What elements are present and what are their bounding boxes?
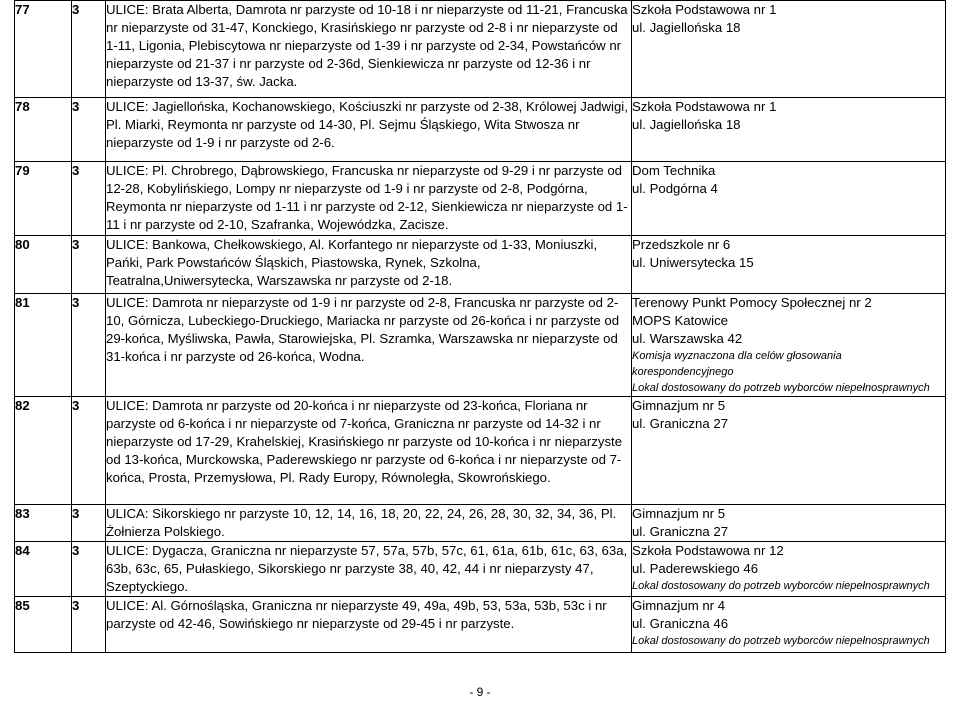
member-count: 3: [72, 597, 106, 653]
district-number: 84: [15, 542, 72, 597]
location-name: Gimnazjum nr 5: [632, 398, 726, 413]
street-list: [106, 505, 632, 542]
location-note: Lokal dostosowany do potrzeb wyborców niepełnosprawnych: [632, 635, 930, 647]
location-line: ul. Uniwersytecka 15: [632, 255, 754, 270]
street-list: [106, 98, 632, 162]
district-number: 79: [15, 162, 72, 236]
district-number: 81: [15, 294, 72, 397]
district-row-83: [15, 505, 946, 542]
district-table: [14, 0, 946, 653]
street-list-text: ULICE: Al. Górnośląska, Graniczna nr nieparzyste 49, 49a, 49b, 53, 53a, 53b, 53c i nr parzyste od 42-46, Sowińskiego nr nieparzyste od 29-45 i nr parzyste.: [106, 598, 607, 631]
polling-location: [632, 397, 946, 505]
district-number: 82: [15, 397, 72, 505]
member-count: 3: [72, 1, 106, 98]
location-line: ul. Graniczna 46: [632, 616, 729, 631]
member-count: 3: [72, 505, 106, 542]
location-note: Komisja wyznaczona dla celów głosowania korespondencyjnego: [632, 350, 842, 378]
polling-location: [632, 1, 946, 98]
street-list: [106, 236, 632, 294]
street-list: [106, 597, 632, 653]
street-list: [106, 1, 632, 98]
street-list-text: ULICE: Dygacza, Graniczna nr nieparzyste 57, 57a, 57b, 57c, 61, 61a, 61b, 61c, 63, 63a, 63b, 63c, 65, Pułaskiego, Sikorskiego nr parzyste 38, 40, 42, 44 i nr nieparzysty 47, Szeptyckiego.: [106, 543, 628, 594]
street-list: [106, 397, 632, 505]
location-note: Lokal dostosowany do potrzeb wyborców niepełnosprawnych: [632, 382, 930, 394]
street-list-text: ULICE: Jagiellońska, Kochanowskiego, Kościuszki nr parzyste od 2-38, Królowej Jadwigi, Pl. Miarki, Reymonta nr parzyste od 14-30, Pl. Sejmu Śląskiego, Wita Stwosza nr nieparzyste od 1-9 i nr parzyste od 2-6.: [106, 99, 628, 150]
location-line: ul. Jagiellońska 18: [632, 117, 741, 132]
member-count: 3: [72, 294, 106, 397]
member-count: 3: [72, 162, 106, 236]
location-name: Terenowy Punkt Pomocy Społecznej nr 2: [632, 295, 872, 310]
member-count: 3: [72, 397, 106, 505]
page-number: - 9 -: [469, 685, 491, 699]
street-list-text: ULICE: Brata Alberta, Damrota nr parzyste od 10-18 i nr nieparzyste od 11-21, Francuska nr nieparzyste od 31-47, Konckiego, Krasińskiego nr parzyste od 2-8 i nr nieparzyste od 1-11, Ligonia, Plebiscytowa nr nieparzyste od 1-39 i nr parzyste od 2-34, Powstańców nr nieparzyste od 21-37 i nr parzyste od 2-36d, Sienkiewicza nr parzyste od 12-36 i nr nieparzyste od 13-37, św. Jacka.: [106, 2, 628, 89]
street-list-text: ULICE: Bankowa, Chełkowskiego, Al. Korfantego nr nieparzyste od 1-33, Moniuszki, Pańki, Park Powstańców Śląskich, Piastowska, Rynek, Szkolna, Teatralna,Uniwersytecka, Warszawska nr parzyste od 2-18.: [106, 237, 598, 288]
location-note: Lokal dostosowany do potrzeb wyborców niepełnosprawnych: [632, 580, 930, 592]
district-number: 77: [15, 1, 72, 98]
street-list: [106, 294, 632, 397]
polling-location: [632, 505, 946, 542]
district-row-79: [15, 162, 946, 236]
street-list: [106, 162, 632, 236]
location-line: ul. Paderewskiego 46: [632, 561, 759, 576]
district-number: 78: [15, 98, 72, 162]
polling-location: [632, 236, 946, 294]
district-row-77: [15, 1, 946, 98]
location-name: Dom Technika: [632, 163, 716, 178]
member-count: 3: [72, 98, 106, 162]
location-line: MOPS Katowice: [632, 313, 729, 328]
district-number: 80: [15, 236, 72, 294]
location-line: ul. Graniczna 27: [632, 416, 729, 431]
street-list: [106, 542, 632, 597]
polling-location: [632, 162, 946, 236]
polling-location: [632, 98, 946, 162]
polling-location: [632, 542, 946, 597]
district-row-80: [15, 236, 946, 294]
district-row-84: [15, 542, 946, 597]
location-name: Szkoła Podstawowa nr 1: [632, 2, 777, 17]
street-list-text: ULICA: Sikorskiego nr parzyste 10, 12, 14, 16, 18, 20, 22, 24, 26, 28, 30, 32, 34, 36, Pl. Żołnierza Polskiego.: [106, 506, 617, 539]
street-list-text: ULICE: Damrota nr nieparzyste od 1-9 i nr parzyste od 2-8, Francuska nr parzyste od 2-10, Górnicza, Lubeckiego-Druckiego, Mariacka nr parzyste od 26-końca i nr parzyste od 29-końca, Myśliwska, Pawła, Starowiejska, Pl. Szramka, Warszawska nr nieparzyste od 31-końca i nr parzyste od 26-końca, Wodna.: [106, 295, 620, 364]
polling-location: [632, 294, 946, 397]
district-row-78: [15, 98, 946, 162]
location-name: Gimnazjum nr 5: [632, 506, 726, 521]
location-line: ul. Podgórna 4: [632, 181, 718, 196]
district-number: 85: [15, 597, 72, 653]
location-line: ul. Warszawska 42: [632, 331, 743, 346]
location-name: Szkoła Podstawowa nr 12: [632, 543, 784, 558]
street-list-text: ULICE: Pl. Chrobrego, Dąbrowskiego, Francuska nr nieparzyste od 9-29 i nr parzyste od 12-28, Kobylińskiego, Lompy nr nieparzyste od 1-9 i nr parzyste od 2-8, Podgórna, Reymonta nr nieparzyste od 1-11 i nr parzyste od 2-12, Sienkiewicza nr nieparzyste od 1-11 i nr parzyste od 2-10, Szafranka, Wojewódzka, Zacisze.: [106, 163, 628, 232]
member-count: 3: [72, 542, 106, 597]
location-line: ul. Graniczna 27: [632, 524, 729, 539]
street-list-text: ULICE: Damrota nr parzyste od 20-końca i nr nieparzyste od 23-końca, Floriana nr parzyste od 6-końca i nr nieparzyste od 7-końca, Graniczna nr parzyste od 14-32 i nr nieparzyste od 17-29, Krahelskiej, Krasińskiego nr parzyste od 10-końca i nr nieparzyste od 13-końca, Murckowska, Paderewskiego nr parzyste od 6-końca i nr nieparzyste od 7-końca, Prosta, Przemysłowa, Pl. Rady Europy, Równoległa, Skowrońskiego.: [106, 398, 623, 485]
location-name: Szkoła Podstawowa nr 1: [632, 99, 777, 114]
district-row-85: [15, 597, 946, 653]
district-number: 83: [15, 505, 72, 542]
location-name: Gimnazjum nr 4: [632, 598, 726, 613]
polling-location: [632, 597, 946, 653]
location-line: ul. Jagiellońska 18: [632, 20, 741, 35]
district-row-81: [15, 294, 946, 397]
location-name: Przedszkole nr 6: [632, 237, 731, 252]
district-row-82: [15, 397, 946, 505]
member-count: 3: [72, 236, 106, 294]
